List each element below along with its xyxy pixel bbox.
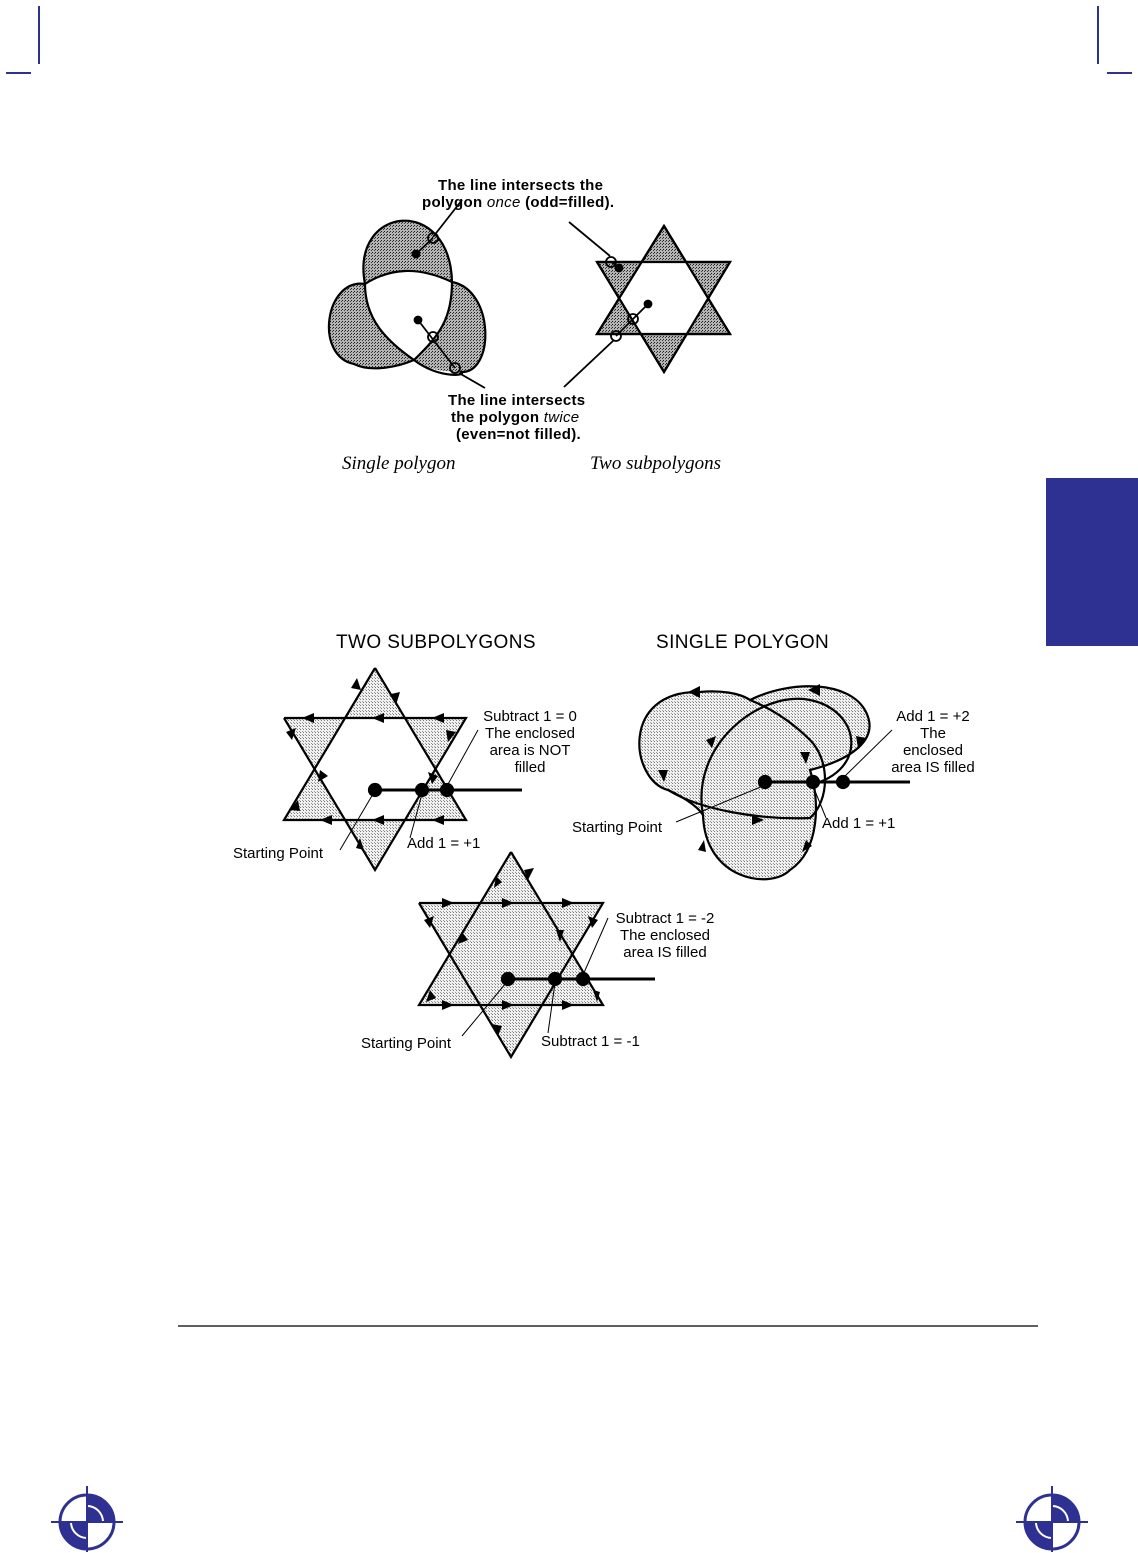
registration-marks xyxy=(51,1486,1088,1552)
blob-single-polygon xyxy=(639,686,910,879)
blob-add-label: Add 1 = +1 xyxy=(822,815,896,832)
star1-add-label: Add 1 = +1 xyxy=(407,835,481,852)
star1-starting-point: Starting Point xyxy=(233,845,324,862)
star2-note-line2: The enclosed xyxy=(619,927,711,944)
heading-single-polygon: SINGLE POLYGON xyxy=(656,632,830,653)
star1-note-line4: filled xyxy=(514,759,546,776)
blob-note-line4: area IS filled xyxy=(891,759,975,776)
star2-note-line1: Subtract 1 = -2 xyxy=(615,910,715,927)
blob-starting-point: Starting Point xyxy=(572,819,663,836)
star1-note-line2: The enclosed xyxy=(484,725,576,742)
star1-note xyxy=(478,708,582,776)
star2-note xyxy=(610,910,720,961)
blob-note-line2: The xyxy=(920,725,946,742)
callout-top-line2 xyxy=(422,195,614,210)
star2-note-line3: area IS filled xyxy=(623,944,707,961)
star2-starting-point: Starting Point xyxy=(361,1035,452,1052)
callout-bottom-text-a: the polygon xyxy=(451,409,544,426)
blob-note-line1: Add 1 = +2 xyxy=(896,708,970,725)
star1-note-line3: area is NOT xyxy=(489,742,571,759)
chapter-tab xyxy=(1046,478,1138,646)
callout-bottom-emphasis: twice xyxy=(543,409,580,426)
callout-top-text-b: (odd=filled). xyxy=(520,194,615,211)
callout-top-line1: The line intersects the xyxy=(438,177,604,194)
blob-note xyxy=(882,708,984,776)
callout-top-text-a: polygon xyxy=(422,194,487,211)
caption-two-subpolygons: Two subpolygons xyxy=(590,453,722,474)
star1-note-line1: Subtract 1 = 0 xyxy=(483,708,577,725)
callout-bottom-line1: The line intersects xyxy=(448,392,586,409)
blob-note-line3: enclosed xyxy=(902,742,964,759)
heading-two-subpolygons: TWO SUBPOLYGONS xyxy=(336,632,536,653)
caption-single-polygon: Single polygon xyxy=(342,453,456,474)
trefoil-polygon xyxy=(300,190,510,390)
star2-subtract-label: Subtract 1 = -1 xyxy=(541,1033,640,1050)
star-two-subpolygons xyxy=(597,226,730,372)
crop-marks xyxy=(6,6,1132,1553)
callout-bottom-line3: (even=not filled). xyxy=(456,426,581,443)
callout-top-emphasis: once xyxy=(486,194,521,211)
callout-bottom-line2 xyxy=(451,410,579,425)
